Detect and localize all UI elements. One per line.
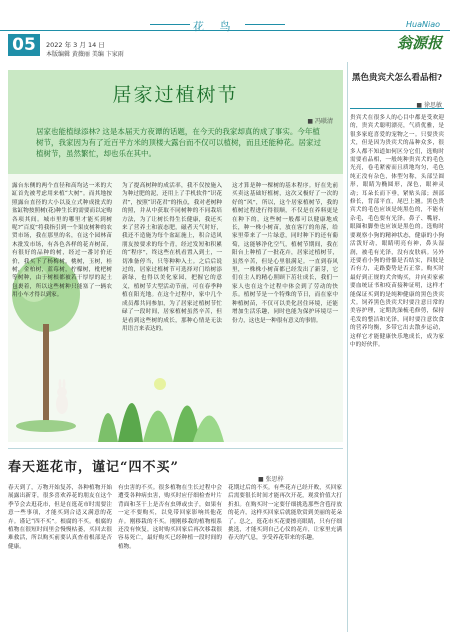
sidebar-article-text: 贵宾犬在很多人的心目中都是受欢迎的，贵宾犬聪明漂亮，气质优雅，是很多家庭喜爱的宠物之一。只要贵宾犬，但是因为贵宾犬的品种众多，很多人都不知道如何区分它们，选购时需要看品相，一般纯种贵宾犬的毛色光亮，卷毛紧密而且质地均匀，毛色纯正没有杂色，体型匀称，头部呈圆形，眼睛为椭圆形，深色，眼神灵动；耳朵长而下垂，紧贴头部；颈部修长，背部平直，尾巴上翘。黑色贵宾犬的毛色应该是纯黑色的，不能有杂毛，毛色要有光泽。鼻子、嘴唇、眼圈和脚垫也应该是黑色的。选购时要观察小狗的精神状态，健康的小狗活泼好动，眼睛明亮有神，鼻头湿润，被毛有光泽，没有皮肤病。另外还要看小狗的骨骼是否结实，四肢是否有力，走路姿势是否正常。购买时最好到正规的犬舍购买，并向卖家索要血统证书和疫苗接种证明，这样才能保证买到的是纯种健康的黑色贵宾犬。饲养黑色贵宾犬时要注意日常的美容护理，定期洗澡梳毛修剪，保持毛发的整洁和光泽，同时要注意饮食的营养均衡，多带它出去散步运动，这样它才能健康快乐地成长，成为家中的好伙伴。 [350,115,444,348]
bottom-article-column-1: 春天到了，万物开始复苏，各种植物开始展露出新芽，很多喜欢养花的朋友在这个季节会去逛花市，但是在逛花市时需要注意一些事项，才能买到合适又满意的花卉。谨记“四不买”。根腐的不买。根腐的植物在很短时间里会慢慢枯萎，买回去很难救活，所以购买前要认真查看根部是否健康。 [8,485,112,550]
page-header [0,0,450,58]
issue-date: 2022 年 3 月 14 日 [46,41,105,49]
bottom-article-author: ■ 张思梓 [258,476,284,483]
feature-column-1: 露台东侧的两个直径和高均达一米的大缸首先被考虑用来植“大树”。而其地按照露台直径的大小以及立式种成批式的盆缸物按照树(花)种生长的需要而以定购各项其间。城市里的哪里才能买到树呢?“百度”将我指引到一个果皮树种的农贸市场，我在那里的名，在这个园林苗木批发市场，有各色各样的花卉树苗，有很好的品种的树，经过一番讨价还价，我买下了杨梅树，桃树，玉树，桂树，金柏树，蓝莓树，柠檬树，枇杷树等树种，由于树根都被若干厚厚的泥土包裹着，所以这些树种只能塞了一辆农用小车才得以到家。 [12,183,112,299]
section-title: 花 鸟 [193,20,237,33]
feature-title: 居家过植树节 [112,84,239,106]
feature-column-3: 这才算是种一棵树的基本程序。好在先前买卖这基础好植树，这次又极好了一次的好的“风”，所以，这个居家植树节，我的植树过程进行得很顺，不仅是在养料更是在种下的，这些树一般都可以健康地成长，种一株小树苗，放在客厅的角落，给家里带来了一片绿意，同时种下的还有葡萄，这能够净化空气，植树节期间，我在阳台上种植了一批花卉，居家过植树节，虽然辛苦，但是心里很满足。一直到春风里，一株株小树苗都已经发出了新芽，它们在主人的精心照顾下茁壮成长，我们一家人也在这个过程中体会到了劳动的快乐。植树节是一个特殊的节日，而在家中种植树苗，不仅可以美化居住环境，还能增加生活乐趣，同时也能为保护环境尽一份力，这也是一种很有意义的事情。 [232,183,338,324]
feature-intro: 居家也能植绿添林? 这是本届天方夜谭的话题，在今天的我家却真的成了事实。今年植树节，我家因为有了近百平方米的顶楼大露台而不仅可以植树，而且还能种花。居家过植树节，虽然繁忙，却也乐在其中。 [36,127,321,158]
bottom-article-column-2: 有虫害的不买。很多植物在生长过程中会遭受各种病虫害，购买时应仔细检查叶片背面和茎干上是否有虫卵或虫子，如果有一定不要购买，以免带回家影响其他花卉。刚移栽的不买。刚刚移栽的植物根系还没有恢复，这时购买回家后再次移栽很容易死亡，最好购买已经种植一段时间的植物。 [118,485,222,550]
editor-credits: 本版编辑 黄薇丽 美编 卞家雨 [46,51,124,58]
sidebar-article-title: 黑色贵宾犬怎么看品相? [352,73,442,83]
plants-illustration-icon [88,344,228,442]
feature-author: ■ 冯联清 [307,118,333,125]
feature-body [8,174,343,442]
feature-column-2: 为了提高树种的成活率，我不仅按施入为种过肥的泥，还用上了手机软件“识花君”，按照“识花君”的指点，我对老树种的照，并从中获取不同树种的不同栽培方法，为了让树长得生长健康，我还买来了营养土和液态肥，磁者天气时好，我还不造施为每个盆缸施上，积合适风朋友按要求的每个青，经过发短和积累的“程序”，终这些在机看置入到土，一切准备停当，只等种种入土。之后后说过的，居家过植树节可选择对门给树添新绿，也得以美化家园，把握它的意义，植树节大型活动节前，可在春季种植在阳光地。在这个过程中，家中几个成员都共同参加，为了居家过植树节忙碌了一段时间，居家植树虽然辛苦，但是看到这些树的成长，那种心情是无法用语言来表达的。 [122,183,222,332]
section-deco-right [245,24,285,25]
section-deco-left [150,24,190,25]
column-divider [347,62,348,632]
feature-hero [8,70,343,174]
bottom-article-column-3: 花期过后的不买。有些花卉已经开败，买回家后需要很长时间才能再次开花，观赏价值大打折扣。在购买时一定要仔细挑选那些含苞待放的花卉，这样买回家后就能欣赏到美丽的花朵了。总之，逛花市买花要擦亮眼睛，只有仔细挑选，才能买到自己心仪的花卉，让家里充满春天的气息，享受养花带来的乐趣。 [228,485,342,542]
section-title-en: HuaNiao [406,20,440,29]
page-number: 05 [8,34,40,56]
bottom-article-title: 春天逛花市，谨记“四不买” [8,460,179,475]
section-divider [8,448,343,449]
sidebar-article-author: ■ 徐思敏 [416,102,442,109]
newspaper-logo: 翁源报 [396,34,442,52]
